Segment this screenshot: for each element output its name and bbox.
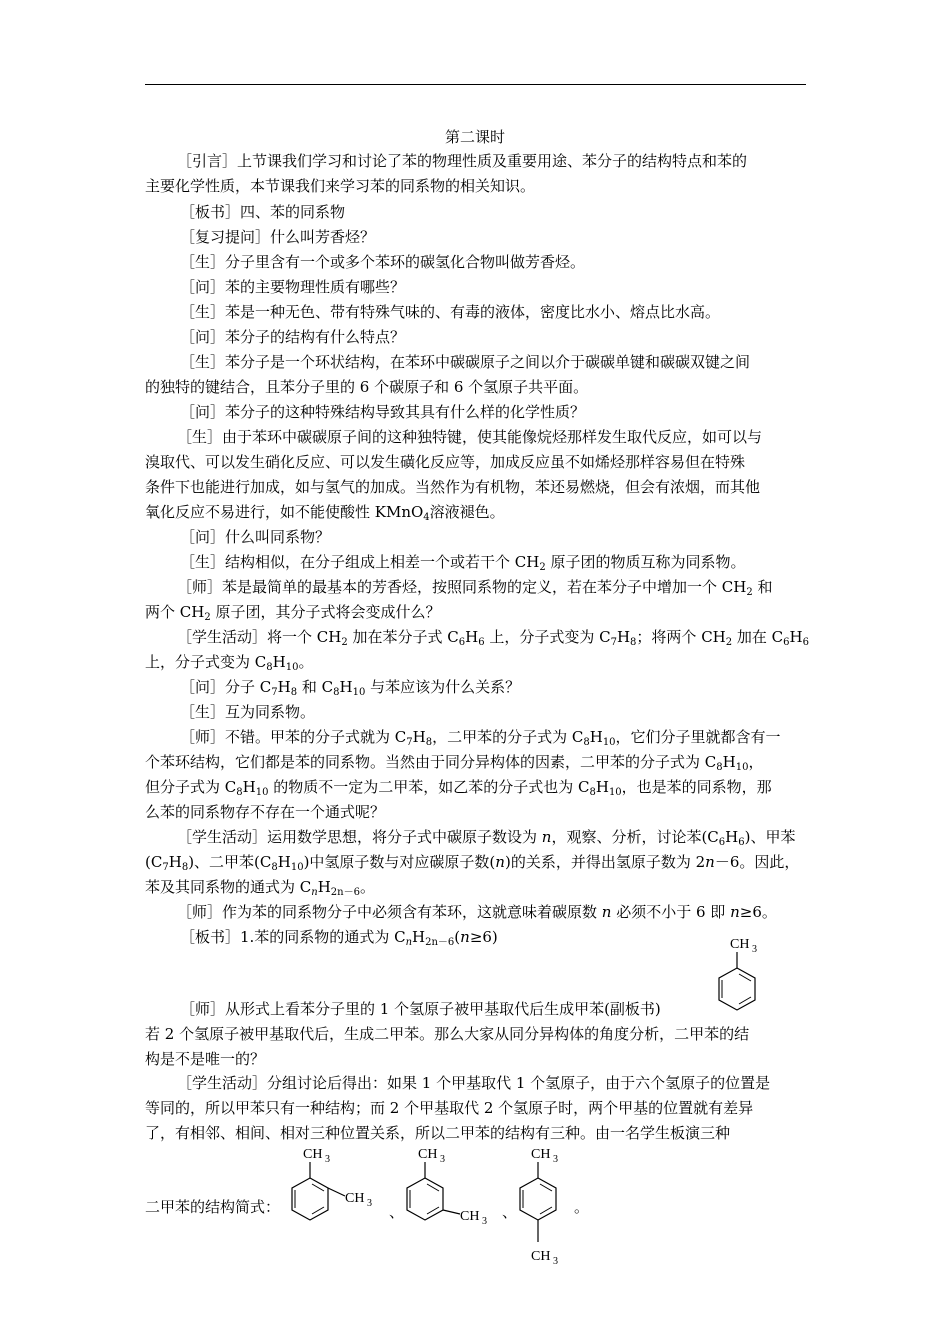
svg-text:3: 3 [553, 1154, 558, 1165]
para-activity-2-3: 苯及其同系物的通式为 $C_nH_{2n-6}$。 [145, 878, 375, 898]
para-intro-1: ［引言］上节课我们学习和讨论了苯的物理性质及重要用途、苯分子的结构特点和苯的 [177, 152, 748, 170]
para-teacher-2-4: 么苯的同系物存不存在一个通式呢？ [145, 803, 386, 821]
para-q-physical: ［问］苯的主要物理性质有哪些？ [180, 278, 406, 296]
para-student-4-4: 氧化反应不易进行，如不能使酸性 KMnO$_4$溶液褪色。 [145, 503, 505, 523]
para-student-6: ［生］互为同系物。 [180, 703, 316, 721]
o-xylene-structure [283, 1142, 383, 1242]
para-student-3-1: ［生］苯分子是一个环状结构，在苯环中碳碳原子之间以介于碳碳单键和碳碳双键之间 [180, 353, 751, 371]
para-activity-3-1: ［学生活动］分组讨论后得出：如果 1 个甲基取代 1 个氢原子，由于六个氢原子的位置是 [177, 1074, 771, 1092]
para-student-1: ［生］分子里含有一个或多个苯环的碳氢化合物叫做芳香烃。 [180, 253, 586, 271]
para-activity-3-2: 等同的，所以甲苯只有一种结构；而 2 个甲基取代 2 个氢原子时，两个甲基的位置就有差异 [145, 1099, 754, 1117]
para-student-3-2: 的独特的键结合，且苯分子里的 6 个碳原子和 6 个氢原子共平面。 [145, 378, 589, 396]
para-activity-3-3: 了，有相邻、相间、相对三种位置关系，所以二甲苯的结构有三种。由一名学生板演三种 [145, 1124, 731, 1142]
svg-text:CH: CH [730, 937, 750, 952]
period-mark: 。 [574, 1198, 590, 1216]
para-teacher-4-3: 构是不是唯一的？ [145, 1050, 266, 1068]
para-teacher-3: ［师］作为苯的同系物分子中必须含有苯环，这就意味着碳原数 n 必须不小于 6 即 n≥6。 [177, 903, 777, 921]
para-student-4-3: 条件下也能进行加成，如与氢气的加成。当然作为有机物，苯还易燃烧，但会有浓烟，而其他 [145, 478, 761, 496]
para-student-2: ［生］苯是一种无色、带有特殊气味的、有毒的液体，密度比水小、熔点比水高。 [180, 303, 721, 321]
svg-text:CH: CH [460, 1209, 480, 1224]
para-activity-2-2: $(C_7H_8)$、二甲苯$(C_8H_{10})$中氢原子数与对应碳原子数(n)的关系，并得出氢原子数为 2n－6。因此， [145, 853, 800, 873]
para-q-chem: ［问］苯分子的这种特殊结构导致其具有什么样的化学性质？ [180, 403, 586, 421]
svg-text:CH: CH [531, 1147, 551, 1162]
para-teacher-1-2: 两个 $CH_2$ 原子团，其分子式将会变成什么？ [145, 603, 441, 623]
para-teacher-2-3: 但分子式为 $C_8H_{10}$ 的物质不一定为二甲苯，如乙苯的分子式也为 $C_8H_{10}$，也是苯的同系物，那 [145, 778, 772, 798]
svg-text:3: 3 [440, 1154, 445, 1165]
para-review-q: ［复习提问］什么叫芳香烃？ [180, 228, 376, 246]
para-student-5: ［生］结构相似，在分子组成上相差一个或若干个 $CH_2$ 原子团的物质互称为同系物。 [180, 553, 746, 573]
separator-1: 、 [389, 1203, 405, 1221]
para-teacher-2-2: 个苯环结构，它们都是苯的同系物。当然由于同分异构体的因素，二甲苯的分子式为 $C_8H_{10}$， [145, 753, 764, 773]
svg-text:3: 3 [325, 1154, 330, 1165]
svg-text:3: 3 [553, 1256, 558, 1267]
para-activity-2-1: ［学生活动］运用数学思想，将分子式中碳原子数设为 n，观察、分析，讨论苯$(C_6H_6)$、甲苯 [177, 828, 796, 848]
para-teacher-4-2: 若 2 个氢原子被甲基取代后，生成二甲苯。那么大家从同分异构体的角度分析，二甲苯的结 [145, 1025, 750, 1043]
para-intro-2: 主要化学性质，本节课我们来学习苯的同系物的相关知识。 [145, 177, 536, 195]
para-activity-1-1: ［学生活动］将一个 $CH_2$ 加在苯分子式 $C_6H_6$ 上，分子式变为 $C_7H_8$；将两个 $CH_2$ 加在 $C_6H_6$ [177, 628, 809, 648]
para-teacher-1-1: ［师］苯是最简单的最基本的芳香烃，按照同系物的定义，若在苯分子中增加一个 $CH_2$ 和 [177, 578, 773, 598]
m-xylene-structure [400, 1142, 500, 1242]
para-board-2: ［板书］1.苯的同系物的通式为 $C_nH_{2n-6}(n\ge 6)$ [180, 928, 498, 948]
para-teacher-2-1: ［师］不错。甲苯的分子式就为 $C_7H_8$，二甲苯的分子式为 $C_8H_{10}$，它们分子里就都含有一 [180, 728, 781, 748]
para-q-structure: ［问］苯分子的结构有什么特点？ [180, 328, 406, 346]
page-title: 第二课时 [444, 128, 505, 146]
svg-text:3: 3 [752, 944, 757, 955]
para-board-1: ［板书］四、苯的同系物 [180, 203, 346, 221]
svg-text:CH: CH [418, 1147, 438, 1162]
svg-text:3: 3 [482, 1216, 487, 1227]
para-student-4-1: ［生］由于苯环中碳碳原子间的这种独特键，使其能像烷烃那样发生取代反应，如可以与 [177, 428, 763, 446]
svg-text:CH: CH [345, 1191, 365, 1206]
para-q-homolog: ［问］什么叫同系物？ [180, 528, 331, 546]
para-student-4-2: 溴取代、可以发生硝化反应、可以发生磺化反应等，加成反应虽不如烯烃那样容易但在特殊 [145, 453, 746, 471]
header-rule [145, 84, 806, 85]
para-q-relation: ［问］分子 $C_7H_8$ 和 $C_8H_{10}$ 与苯应该为什么关系？ [180, 678, 521, 698]
svg-text:3: 3 [367, 1198, 372, 1209]
svg-text:CH: CH [531, 1249, 551, 1264]
separator-2: 、 [502, 1203, 518, 1221]
svg-text:CH: CH [303, 1147, 323, 1162]
para-teacher-4-1: ［师］从形式上看苯分子里的 1 个氢原子被甲基取代后生成甲苯(副板书) [180, 1000, 661, 1018]
para-activity-1-2: 上，分子式变为 $C_8H_{10}$。 [145, 653, 314, 673]
xylene-label: 二甲苯的结构简式： [145, 1198, 281, 1216]
